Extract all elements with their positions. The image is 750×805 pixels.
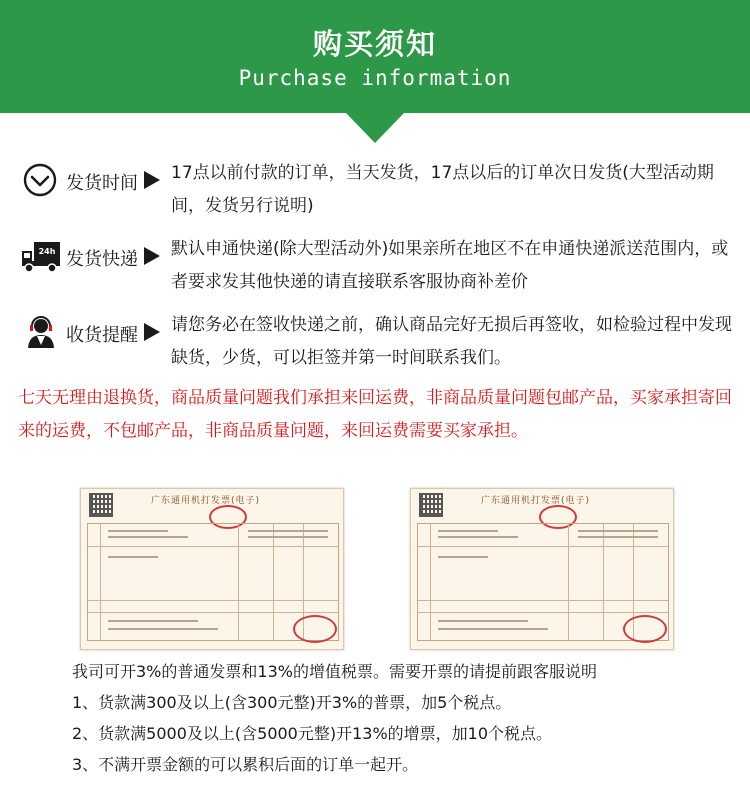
page-subtitle: Purchase information xyxy=(238,66,512,90)
delivery-truck-24h-icon xyxy=(20,239,62,273)
arrow-right-icon xyxy=(144,171,160,189)
invoice-seal-stamp xyxy=(293,615,337,643)
clock-check-icon xyxy=(20,163,62,197)
invoice-header: 广东通用机打发票(电子) xyxy=(151,496,261,506)
arrow-right-icon xyxy=(144,323,160,341)
qr-code-icon xyxy=(89,493,113,517)
customer-service-headset-icon xyxy=(20,315,62,349)
qr-code-icon xyxy=(419,493,443,517)
svg-text:24h: 24h xyxy=(38,247,56,256)
info-row-courier xyxy=(18,233,738,303)
invoice-intro: 我司可开3%的普通发票和13%的增值税票。需要开票的请提前跟客服说明 xyxy=(72,662,597,681)
invoice-rule-2: 2、货款满5000及以上(含5000元整)开13%的增票，加10个税点。 xyxy=(72,724,553,743)
invoice-sample-image xyxy=(80,488,344,650)
arrow-right-icon xyxy=(144,247,160,265)
row-label: 发货时间 xyxy=(66,173,138,194)
page-title: 购买须知 xyxy=(312,27,437,61)
invoice-rule-3: 3、不满开票金额的可以累积后面的订单一起开。 xyxy=(72,755,419,774)
return-policy-notice: 七天无理由退换货，商品质量问题我们承担来回运费，非商品质量问题包邮产品，买家承担寄回来的运费，不包邮产品，非商品质量问题，来回运费需要买家承担。 xyxy=(18,388,732,441)
invoice-seal-stamp xyxy=(623,615,667,643)
info-row-receiving xyxy=(18,309,738,379)
invoice-sample-image xyxy=(410,488,674,650)
row-description: 17点以前付款的订单，当天发货，17点以后的订单次日发货(大型活动期间，发货另行说明) xyxy=(171,163,714,216)
invoice-rule-1: 1、货款满300及以上(含300元整)开3%的普票，加5个税点。 xyxy=(72,693,512,712)
row-description: 请您务必在签收快递之前，确认商品完好无损后再签收，如检验过程中发现缺货，少货，可以拒签并第一时间联系我们。 xyxy=(171,315,732,368)
row-label: 收货提醒 xyxy=(66,325,138,346)
banner-pointer xyxy=(346,113,404,143)
header-banner xyxy=(0,0,750,113)
info-row-shipping-time xyxy=(18,157,738,227)
row-description: 默认申通快递(除大型活动外)如果亲所在地区不在申通快递派送范围内，或者要求发其他快递的请直接联系客服协商补差价 xyxy=(171,239,729,292)
row-label: 发货快递 xyxy=(66,249,138,270)
invoice-header: 广东通用机打发票(电子) xyxy=(481,496,591,506)
